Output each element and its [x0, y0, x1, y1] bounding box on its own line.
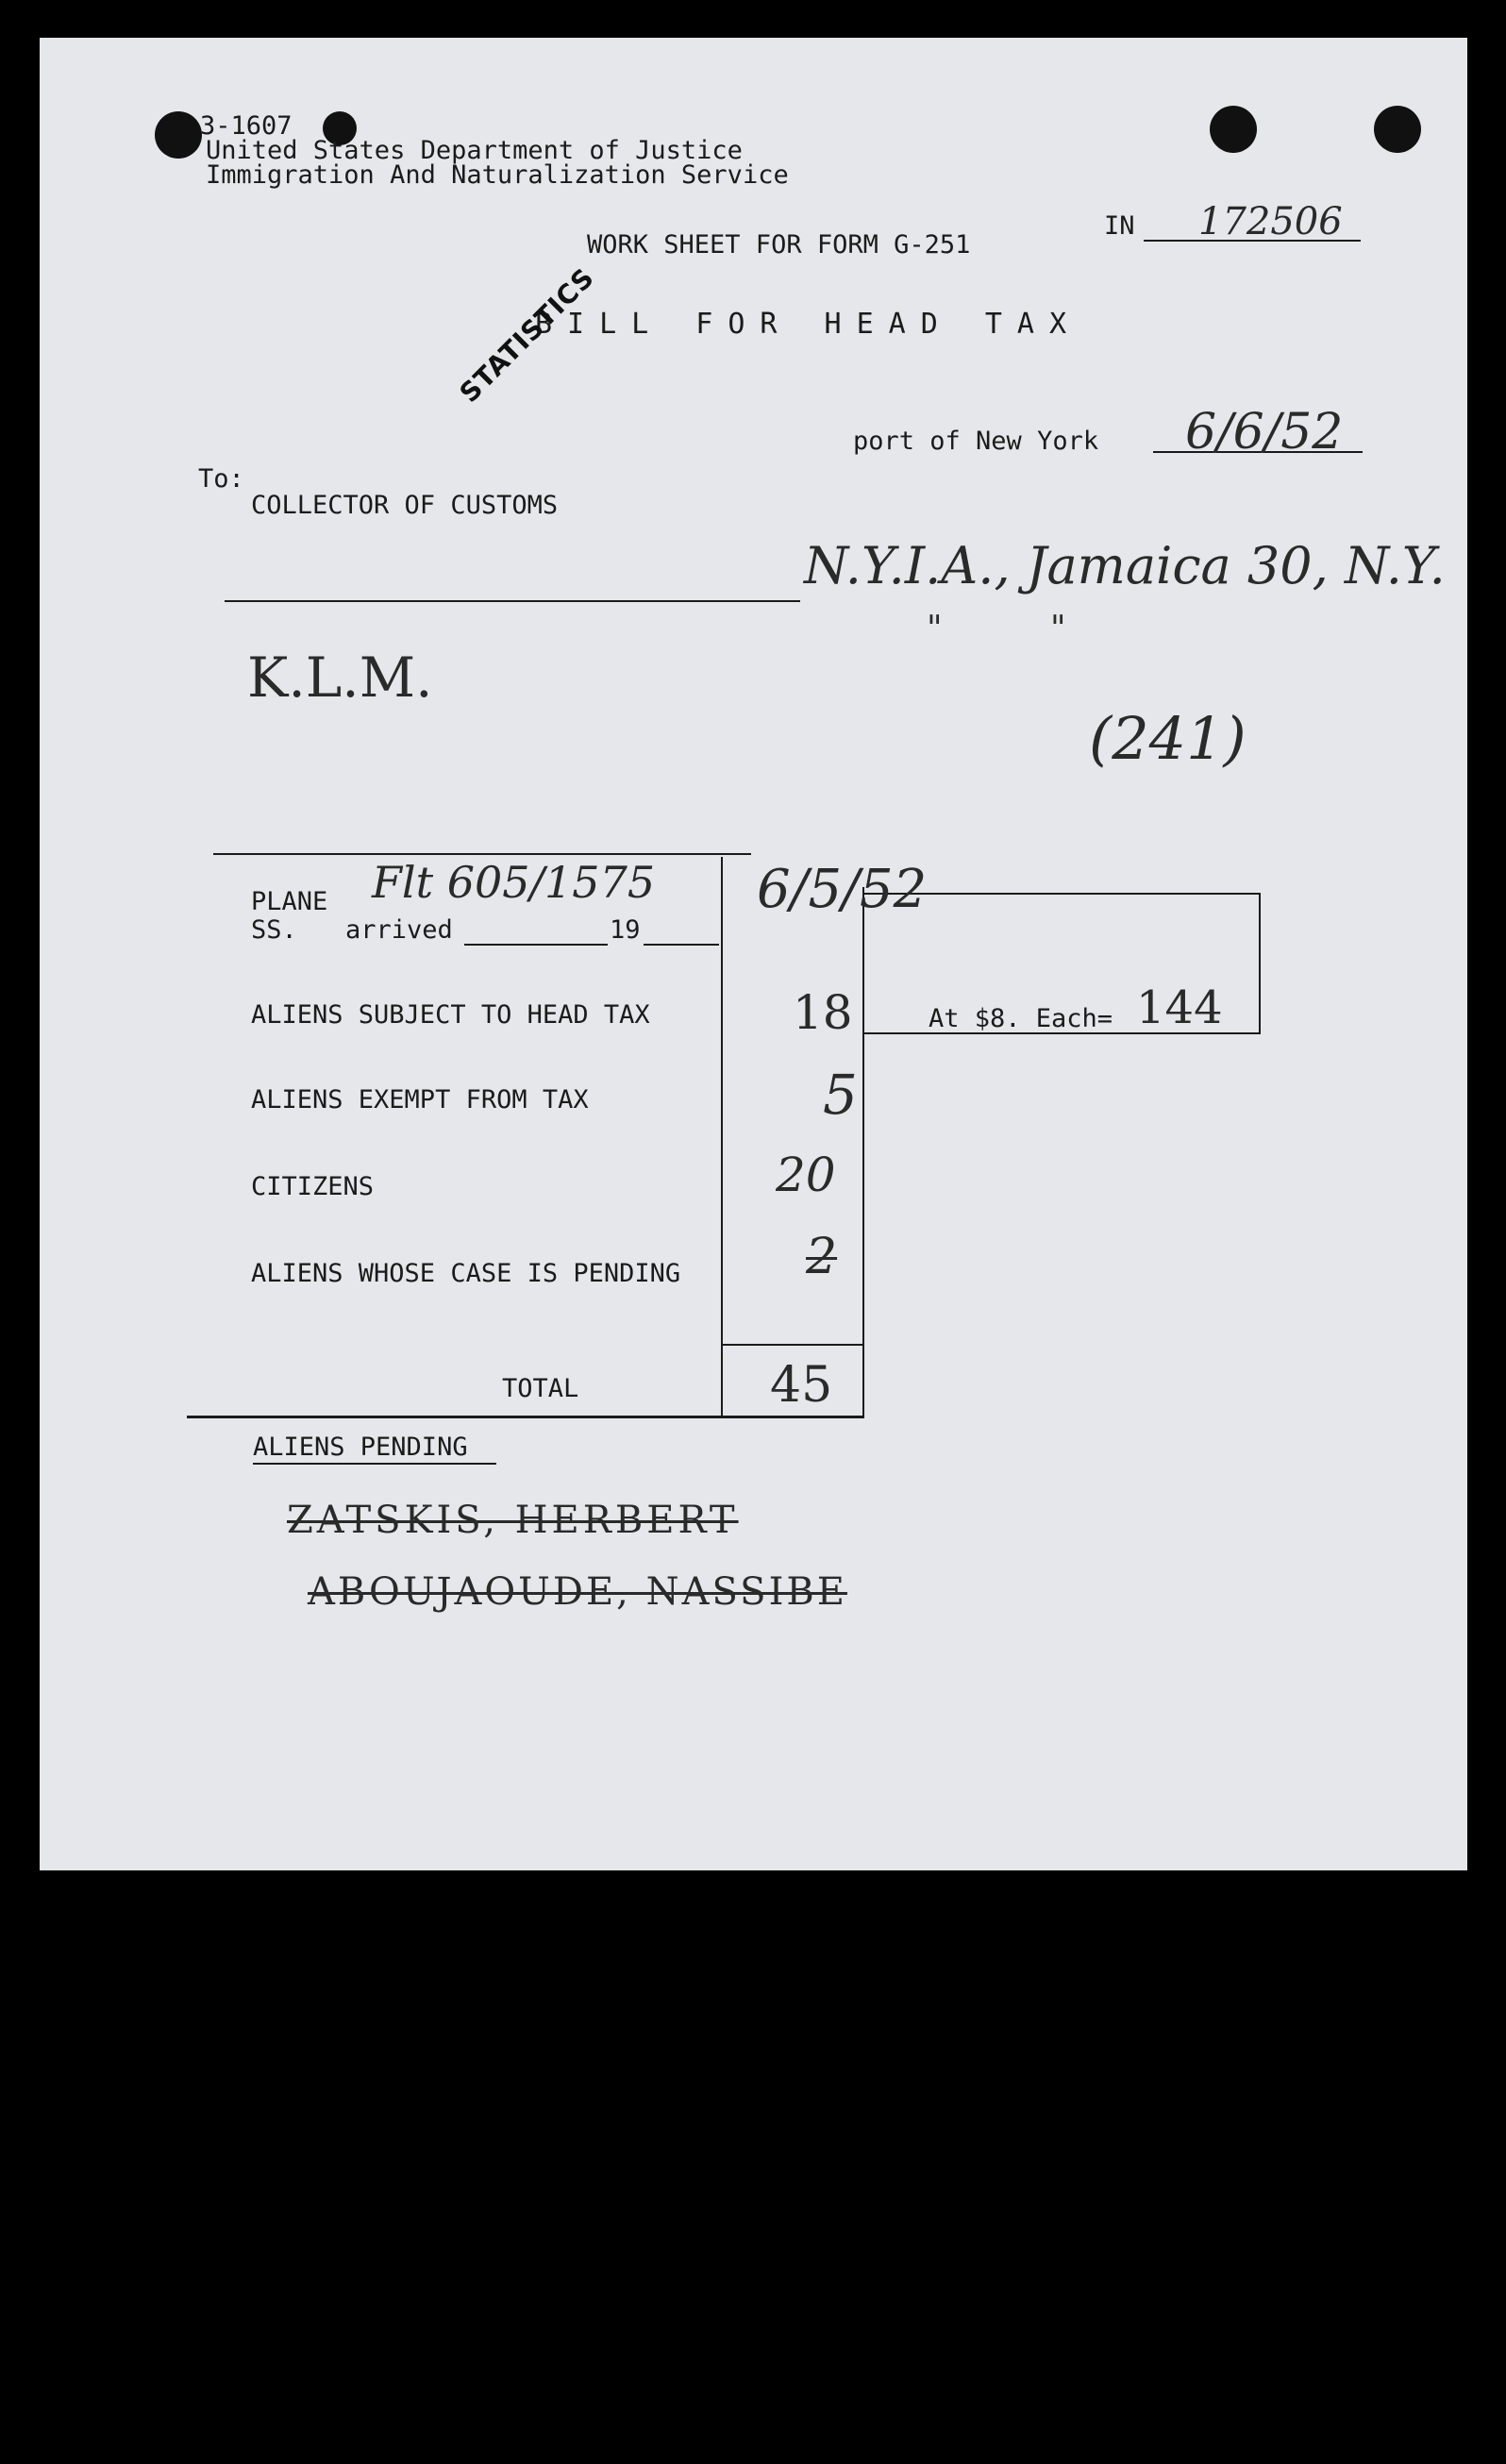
- rate-box-right: [1259, 893, 1261, 1034]
- row-label-subject-to-tax: ALIENS SUBJECT TO HEAD TAX: [251, 1000, 650, 1030]
- total-value: 45: [770, 1357, 833, 1414]
- rate-dotted-line: [870, 1032, 927, 1034]
- ditto-marks: " ": [927, 610, 1066, 648]
- table-bottom-line: [187, 1416, 864, 1418]
- row-value-exempt: 5: [823, 1063, 858, 1127]
- arrived-label: arrived: [345, 915, 453, 945]
- punch-hole-left: [155, 111, 202, 159]
- agency-line-2: Immigration And Naturalization Service: [206, 160, 789, 190]
- row-value-pending: 2: [806, 1229, 838, 1285]
- total-top-line: [721, 1344, 864, 1346]
- agency-line-1: United States Department of Justice: [206, 136, 743, 165]
- document-page: [40, 38, 1467, 1870]
- to-label: To:: [198, 464, 244, 494]
- arrived-underline: [464, 944, 608, 946]
- table-top-line: [213, 853, 751, 855]
- punch-hole-right-1: [1210, 106, 1257, 153]
- plane-label: PLANE: [251, 887, 328, 916]
- bill-title: BILL FOR HEAD TAX: [535, 308, 1082, 341]
- rate-label: At $8. Each=: [929, 1004, 1113, 1033]
- year-underline: [644, 944, 719, 946]
- punch-hole-right-2: [1374, 106, 1421, 153]
- pending-name-2: ABOUJAOUDE, NASSIBE: [308, 1570, 847, 1614]
- port-date: 6/6/52: [1185, 404, 1344, 461]
- in-label: IN: [1104, 211, 1135, 241]
- row-value-citizens: 20: [776, 1148, 836, 1202]
- reference-number: (241): [1089, 704, 1247, 773]
- statistics-stamp: STATISTICS: [453, 261, 601, 409]
- in-number: 172506: [1198, 200, 1343, 243]
- worksheet-title: WORK SHEET FOR FORM G-251: [587, 230, 971, 260]
- pending-label-underline: [253, 1463, 496, 1465]
- pending-name-1: ZATSKIS, HERBERT: [287, 1499, 739, 1542]
- address-underline: [225, 600, 800, 602]
- port-label: port of New York: [853, 427, 1099, 456]
- ss-label: SS.: [251, 915, 297, 945]
- row-value-subject-to-tax: 18: [793, 985, 853, 1040]
- table-right-vertical: [862, 887, 864, 1416]
- row-label-exempt: ALIENS EXEMPT FROM TAX: [251, 1085, 589, 1115]
- flight-number: Flt 605/1575: [372, 857, 656, 908]
- collector-label: COLLECTOR OF CUSTOMS: [251, 491, 559, 520]
- rate-total: 144: [1136, 981, 1223, 1034]
- row-label-pending: ALIENS WHOSE CASE IS PENDING: [251, 1259, 681, 1288]
- carrier-name: K.L.M.: [247, 645, 433, 710]
- pending-label: ALIENS PENDING: [253, 1433, 468, 1462]
- year-prefix: 19: [610, 915, 641, 945]
- handwritten-location: N.Y.I.A., Jamaica 30, N.Y.: [804, 536, 1446, 595]
- form-number: 3-1607: [200, 111, 293, 141]
- total-label: TOTAL: [502, 1374, 579, 1403]
- table-divider-vertical: [721, 857, 723, 1416]
- row-label-citizens: CITIZENS: [251, 1172, 375, 1201]
- arrival-date: 6/5/52: [757, 859, 928, 920]
